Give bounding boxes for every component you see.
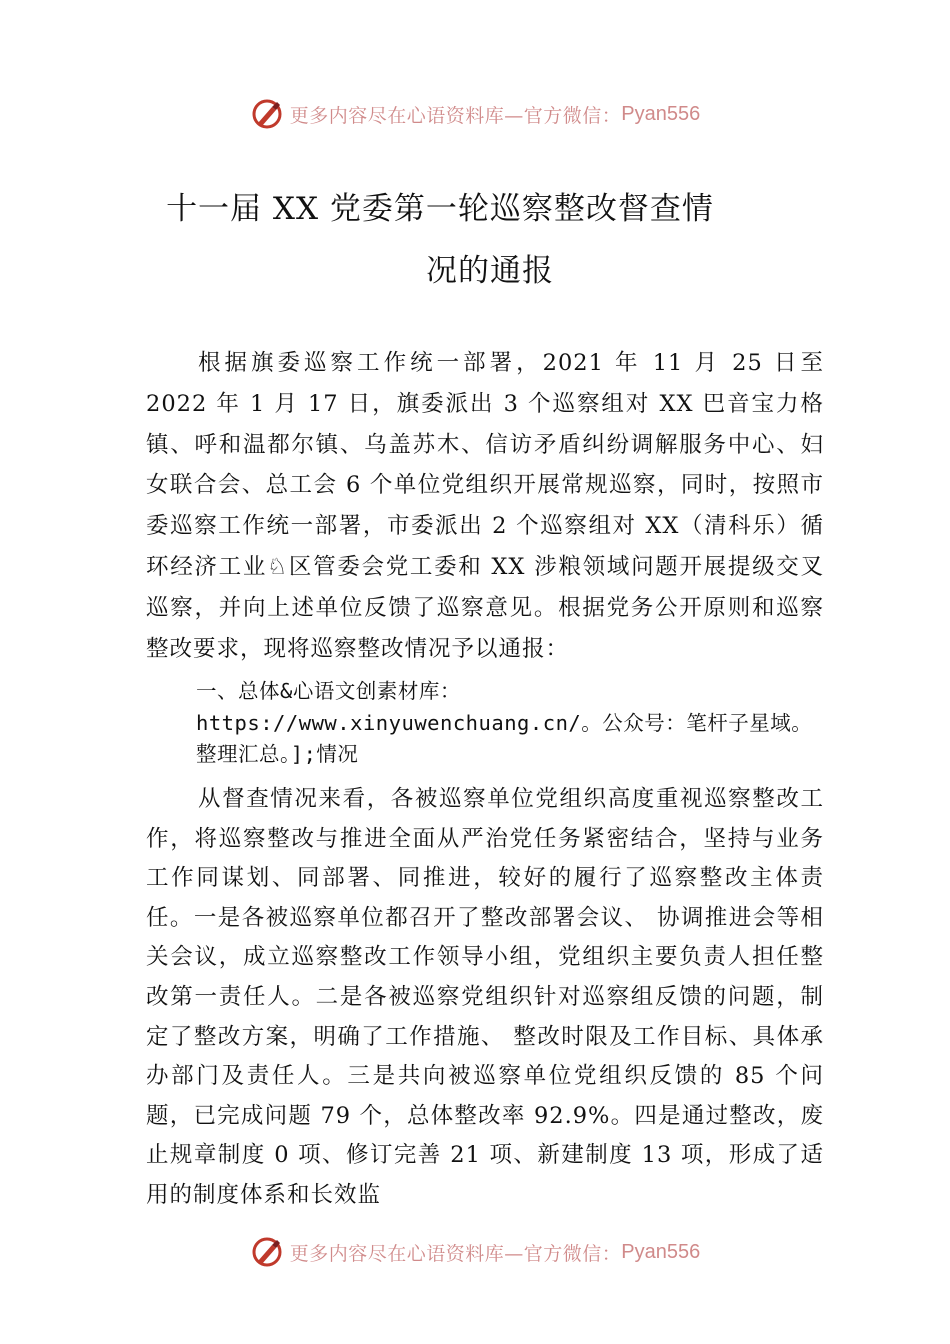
footer-banner-text: 更多内容尽在心语资料库—官方微信： (289, 1242, 622, 1265)
footer-banner-account: Pyan556 (621, 1240, 701, 1263)
header-banner (0, 94, 950, 134)
header-banner-account: Pyan556 (621, 102, 701, 125)
section-heading: 一、总体&心语文创素材库：https://www.xinyuwenchuang.cn/。公众号：笔杆子星域。整理汇总。];情况 (196, 679, 813, 766)
paragraph-intro: 根据旗委巡察工作统一部署，2021 年 11 月 25 日至 2022 年 1 月 17 日，旗委派出 3 个巡察组对 XX 巴音宝力格镇、呼和温都尔镇、乌盖苏木、信访矛盾纠纷调解服务中心、妇女联合会、总工会 6 个单位党组织开展常规巡察，同时，按照市委巡察工作统一部署，市委派出 2 个巡察组对 XX（清科乐）循环经济工业♘区管委会党工委和 XX 涉粮领域问题开展提级交叉巡察，并向上述单位反馈了巡察意见。根据党务公开原则和巡察整改要求，现将巡察整改情况予以通报： (146, 350, 824, 662)
pen-logo-icon (250, 1235, 284, 1269)
document-title-line2: 况的通报 (426, 253, 554, 289)
pen-logo-icon (250, 97, 284, 131)
document-title-line1: 十一届 XX 党委第一轮巡察整改督查情 (166, 191, 714, 227)
header-banner-text: 更多内容尽在心语资料库—官方微信： (289, 104, 622, 127)
footer-banner (0, 1232, 950, 1272)
paragraph-overview: 从督查情况来看，各被巡察单位党组织高度重视巡察整改工作，将巡察整改与推进全面从严治党任务紧密结合，坚持与业务工作同谋划、同部署、同推进，较好的履行了巡察整改主体责任。一是各被巡察单位都召开了整改部署会议、 协调推进会等相关会议，成立巡察整改工作领导小组，党组织主要负责人担任整改第一责任人。二是各被巡察党组织针对巡察组反馈的问题，制定了整改方案，明确了工作措施、 整改时限及工作目标、具体承办部门及责任人。三是共向被巡察单位党组织反馈的 85 个问题，已完成问题 79 个，总体整改率 92.9%。四是通过整改，废止规章制度 0 项、修订完善 21 项、新建制度 13 项，形成了适用的制度体系和长效监 (146, 786, 824, 1208)
